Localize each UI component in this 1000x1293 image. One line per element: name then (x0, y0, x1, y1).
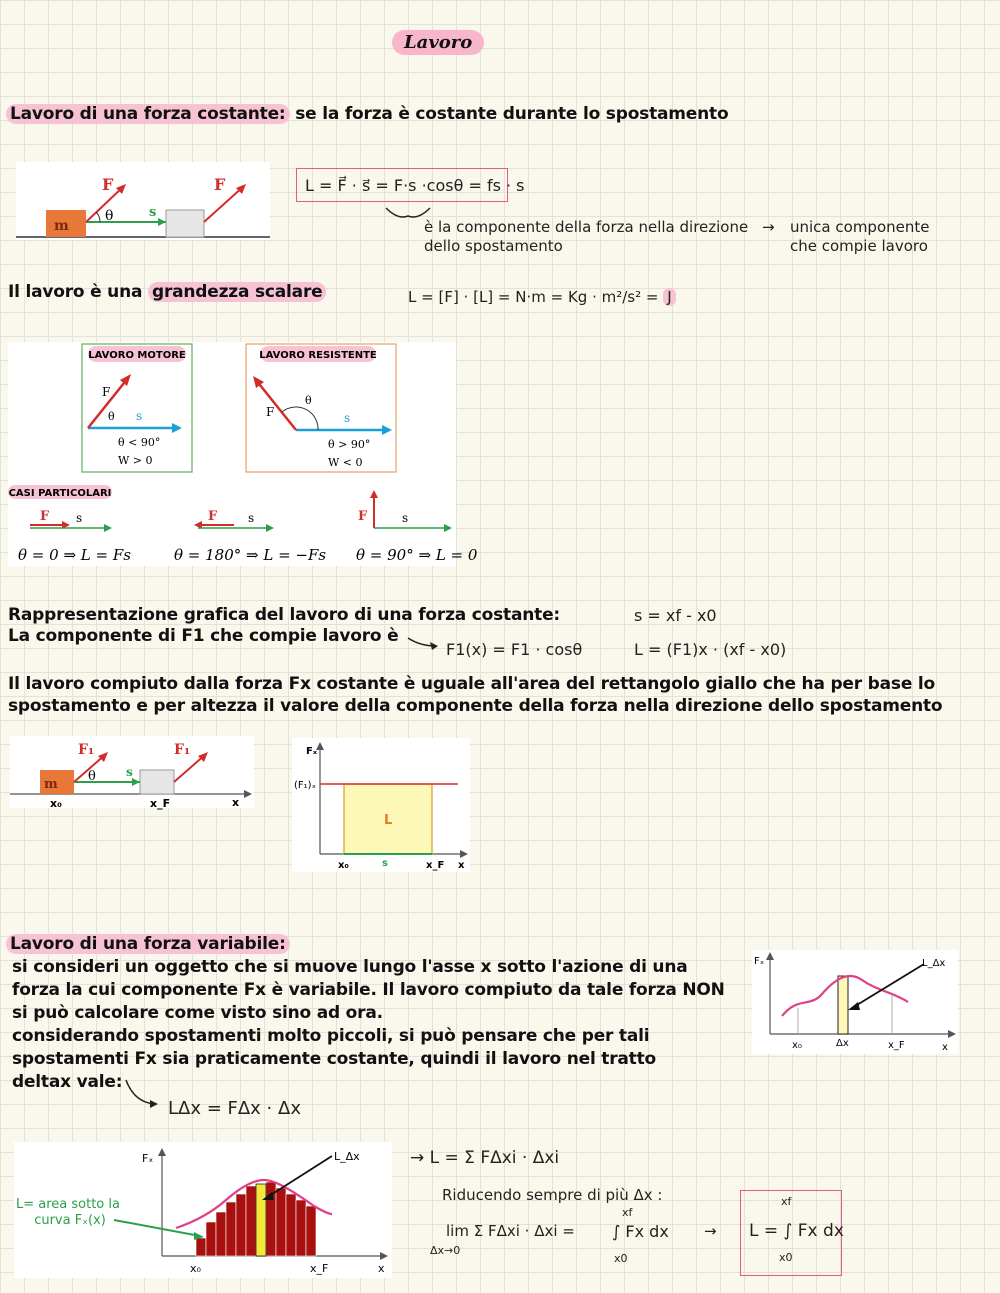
fig3b-F1x: (F₁)ₓ (294, 780, 317, 791)
final-integral-box (740, 1190, 842, 1276)
figure-displacement-x-svg (10, 736, 254, 808)
figure-variable-force (752, 950, 958, 1054)
graph-intro-line: Rappresentazione grafica del lavoro di una forza costante: (8, 605, 560, 625)
section1-heading-highlight: Lavoro di una forza costante: (6, 104, 290, 124)
units-formula (408, 288, 676, 306)
variable-para-2: forza la cui componente Fx è variabile. Il lavoro compiuto da tale forza NON (12, 980, 725, 1000)
fig3-x: x (232, 796, 240, 809)
fig3-F1: F₁ (78, 742, 95, 758)
variable-para-5: spostamenti Fx sia praticamente costante, quindi il lavoro nel tratto (12, 1049, 657, 1069)
resistente-theta: θ (305, 394, 312, 407)
fig3-x0: x₀ (50, 797, 62, 810)
motore-F: F (102, 385, 111, 399)
resistente-cond1: θ > 90° (328, 438, 371, 451)
variable-para-6: deltax vale: (12, 1072, 123, 1092)
fig3-theta: θ (88, 769, 96, 784)
fig3-s: s (126, 765, 133, 779)
section1-heading-rest: se la forza è costante durante lo spostamento (295, 104, 729, 124)
rectangle-para-line1: Il lavoro compiuto dalla forza Fx costante è uguale all'area del rettangolo giallo che ha per base lo (8, 674, 935, 694)
motore-cond1: θ < 90° (118, 436, 161, 449)
limit-subscript: Δx→0 (430, 1244, 461, 1257)
work-formula-box: L = F⃗ · s⃗ = F·s ·cosθ = fs · s (296, 168, 508, 202)
page-title: Lavoro (392, 30, 484, 55)
mass-label: m (54, 218, 69, 234)
fig3-F1-final: F₁ (174, 742, 191, 758)
variable-para-3: si può calcolare come visto sino ad ora. (12, 1003, 383, 1023)
fig3-xf: x_F (150, 797, 171, 810)
mass-block-final (166, 210, 204, 237)
figure-variable-force-svg (752, 950, 958, 1054)
resistente-label: LAVORO RESISTENTE (259, 350, 377, 361)
figure-constant-force (16, 162, 270, 240)
fig3b-xf: x_F (426, 860, 445, 871)
case3-F: F (358, 509, 368, 524)
fig5-Fx: Fₓ (142, 1152, 154, 1165)
final-upper: xf (781, 1195, 792, 1208)
fig4-Fx: Fₓ (754, 956, 765, 967)
fig5-x: x (378, 1262, 385, 1275)
units-text: L = [F] · [L] = N·m = Kg · m²/s² = (408, 288, 659, 306)
curved-arrow-icon-2 (124, 1076, 164, 1110)
case1-formula: θ = 0 ⇒ L = Fs (18, 546, 131, 564)
theta-label: θ (105, 208, 114, 224)
motore-s: s (136, 409, 143, 423)
integral-lower: x0 (614, 1252, 628, 1265)
casi-label: CASI PARTICOLARI (8, 488, 112, 499)
fig4-x0: x₀ (792, 1040, 802, 1051)
motore-cond2: W > 0 (118, 454, 153, 467)
integral-upper: xf (622, 1206, 633, 1219)
note-arrow: → (762, 218, 775, 236)
fig5-xf: x_F (310, 1262, 329, 1275)
section3-heading-highlight: Lavoro di una forza variabile: (6, 934, 290, 954)
resistente-cond2: W < 0 (328, 456, 363, 469)
component-note: è la componente della forza nella direzione dello spostamento (424, 218, 749, 255)
fig4-dx: Δx (836, 1038, 849, 1049)
section3-heading (6, 934, 290, 954)
component-formula: F1(x) = F1 · cosθ (446, 640, 583, 659)
final-integral: L = ∫ Fx dx (749, 1221, 844, 1241)
section1-heading (6, 104, 728, 124)
figure-displacement-x (10, 736, 254, 808)
fig3b-x: x (458, 860, 465, 871)
fig4-x: x (942, 1042, 948, 1053)
scalar-prefix: Il lavoro è una (8, 282, 143, 302)
fig3-mass: m (44, 777, 58, 792)
fig3b-Fx: Fₓ (306, 746, 317, 757)
reduce-text: Riducendo sempre di più Δx : (442, 1186, 663, 1204)
fig5-Ldx: L_Δx (334, 1150, 360, 1163)
fig3b-x0: x₀ (338, 860, 349, 871)
variable-para-1: si consideri un oggetto che si muove lungo l'asse x sotto l'azione di una (12, 957, 688, 977)
motore-label: LAVORO MOTORE (88, 350, 186, 361)
resistente-s: s (344, 411, 351, 425)
variable-para-4: considerando spostamenti molto piccoli, si può pensare che per tali (12, 1026, 650, 1046)
case3-s: s (402, 511, 409, 525)
case1-F: F (40, 509, 50, 524)
limit-formula: lim Σ FΔxi · Δxi = (446, 1222, 575, 1240)
final-lower: x0 (779, 1251, 793, 1264)
fig5-x0: x₀ (190, 1262, 201, 1275)
area-label-2: curva Fₓ(x) (34, 1213, 106, 1228)
case1-s: s (76, 511, 83, 525)
fig4-Ldx: L_Δx (922, 958, 946, 969)
fig3b-s: s (382, 858, 388, 869)
force-label: F (102, 175, 114, 194)
curved-arrow-icon (406, 634, 442, 652)
case2-formula: θ = 180° ⇒ L = −Fs (174, 546, 327, 564)
figure-area-under-curve (14, 1142, 392, 1278)
only-component-note: unica componente che compie lavoro (790, 218, 930, 255)
figure-work-cases (8, 342, 478, 566)
rectangle-para-line2: spostamento e per altezza il valore della componente della forza nella direzione dello spostamento (8, 696, 943, 716)
figure-area-under-curve-svg (14, 1142, 392, 1278)
scalar-highlight: grandezza scalare (148, 282, 327, 302)
implies-arrow: → (704, 1222, 717, 1240)
figure-constant-force-svg (16, 162, 270, 240)
area-label-1: L= area sotto la (16, 1197, 120, 1212)
integral-formula: ∫ Fx dx (612, 1222, 669, 1241)
case2-s: s (248, 511, 255, 525)
work-constant-formula: L = (F1)x · (xf - x0) (634, 640, 787, 659)
motore-theta: θ (108, 410, 115, 423)
fig3b-L: L (384, 813, 393, 828)
figure-constant-force-graph-svg (292, 738, 470, 872)
case3-formula: θ = 90° ⇒ L = 0 (356, 546, 478, 564)
resistente-F: F (266, 405, 275, 419)
figure-work-cases-svg (8, 342, 478, 566)
displacement-label: s (149, 205, 157, 220)
force-label-final: F (214, 175, 226, 194)
component-line: La componente di F1 che compie lavoro è (8, 626, 399, 646)
scalar-line (8, 282, 326, 302)
case2-F: F (208, 509, 218, 524)
fig4-xf: x_F (888, 1040, 905, 1051)
joule-badge: J (663, 288, 675, 306)
delta-work-formula: LΔx = FΔx · Δx (168, 1098, 301, 1119)
figure-constant-force-graph (292, 738, 470, 872)
displacement-formula: s = xf - x0 (634, 606, 717, 625)
sum-formula: → L = Σ FΔxi · Δxi (410, 1148, 560, 1168)
